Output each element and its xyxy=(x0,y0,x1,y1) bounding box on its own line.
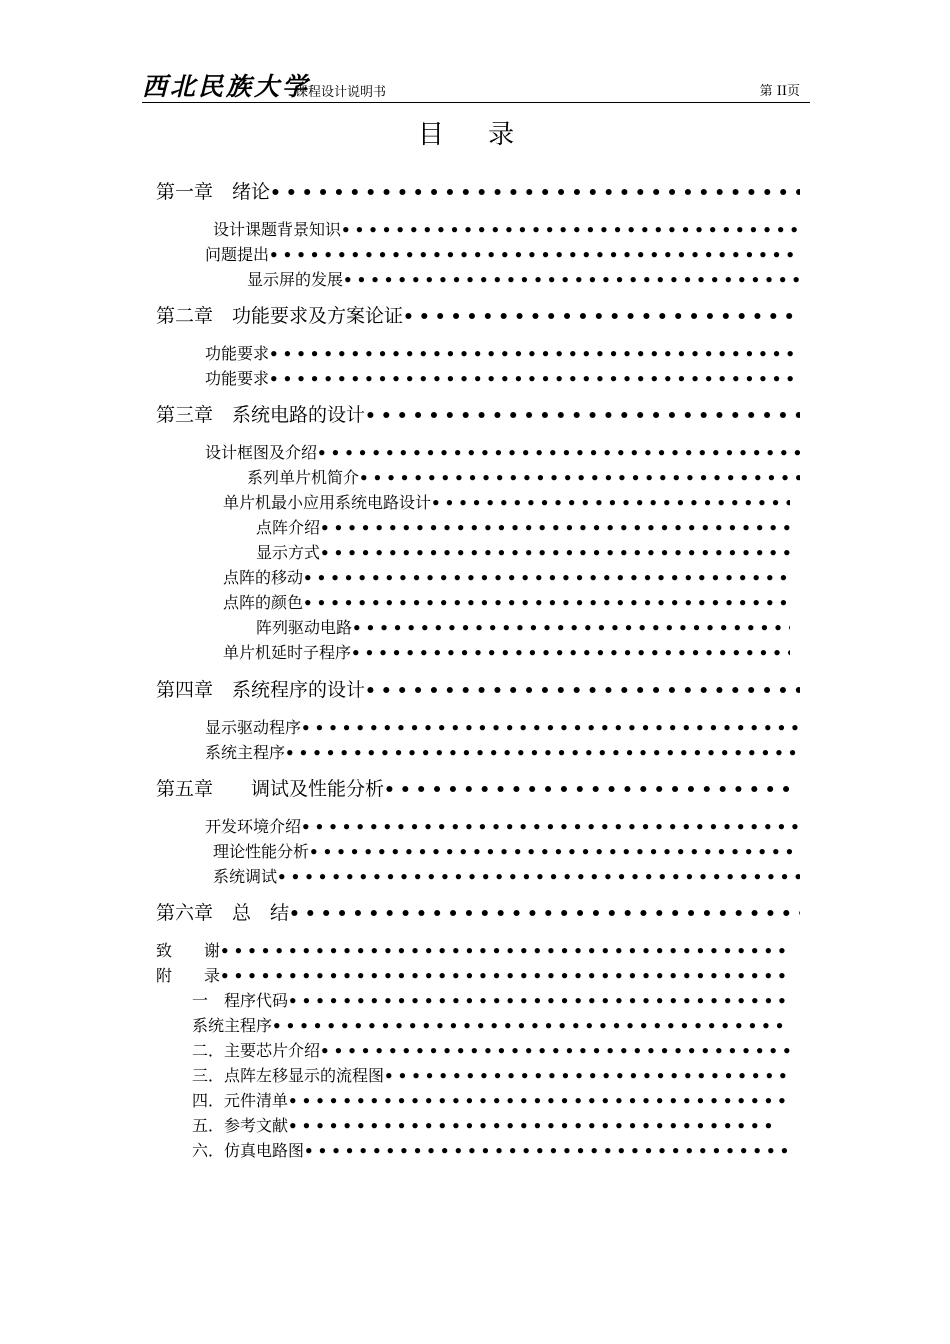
dot-leader xyxy=(403,303,800,330)
page-number: 第 II页 xyxy=(759,84,800,99)
toc-title: 目 录 xyxy=(417,120,533,150)
dot-leader xyxy=(320,541,790,565)
toc-chapter-2[interactable]: 第二章 功能要求及方案论证 ••••• xyxy=(156,302,800,330)
toc-item[interactable]: 功能要求 ••••• xyxy=(205,367,800,391)
toc-item[interactable]: 显示驱动程序 ••••• xyxy=(205,716,800,740)
dot-leader xyxy=(303,591,790,615)
dot-leader xyxy=(269,367,800,391)
toc-item[interactable]: 系统调试 ••••• xyxy=(213,865,800,889)
toc-item-acknowledgement[interactable]: 致 谢 ••••• xyxy=(156,939,790,963)
page-header xyxy=(142,72,810,103)
dot-leader xyxy=(317,441,800,465)
toc-item-appendix[interactable]: 附 录 ••••• xyxy=(156,964,790,988)
toc-item[interactable]: 系列单片机简介 ••••• xyxy=(247,466,800,490)
dot-leader xyxy=(309,840,800,864)
dot-leader xyxy=(269,243,800,267)
dot-leader xyxy=(343,268,800,292)
dot-leader xyxy=(269,342,800,366)
toc-item[interactable]: 显示屏的发展 ••••• xyxy=(247,268,800,292)
dot-leader xyxy=(384,776,790,803)
dot-leader xyxy=(352,616,790,640)
dot-leader xyxy=(320,1039,790,1063)
dot-leader xyxy=(285,741,800,765)
document-subtitle: 课程设计说明书 xyxy=(295,85,387,100)
dot-leader xyxy=(277,865,800,889)
toc-item[interactable]: 三．点阵左移显示的流程图 ••••• xyxy=(192,1064,790,1088)
dot-leader xyxy=(301,716,800,740)
toc-item[interactable]: 点阵的移动 ••••• xyxy=(223,566,790,590)
toc-chapter-3[interactable]: 第三章 系统电路的设计 ••••• xyxy=(156,401,800,429)
toc-item[interactable]: 点阵的颜色 ••••• xyxy=(223,591,790,615)
dot-leader xyxy=(341,218,800,242)
toc-item[interactable]: 显示方式 ••••• xyxy=(256,541,790,565)
toc-item[interactable]: 四．元件清单 ••••• xyxy=(192,1089,790,1113)
toc-item[interactable]: 设计框图及介绍 ••••• xyxy=(205,441,800,465)
dot-leader xyxy=(431,491,790,515)
toc-item[interactable]: 设计课题背景知识 ••••• xyxy=(213,218,800,242)
toc-item[interactable]: 六．仿真电路图 ••••• xyxy=(192,1139,790,1163)
dot-leader xyxy=(270,179,800,206)
dot-leader xyxy=(288,1089,790,1113)
dot-leader xyxy=(303,566,790,590)
toc-item[interactable]: 问题提出 ••••• xyxy=(205,243,800,267)
dot-leader xyxy=(351,641,790,665)
toc-chapter-4[interactable]: 第四章 系统程序的设计 ••••• xyxy=(156,676,800,704)
dot-leader xyxy=(365,402,800,429)
toc-item[interactable]: 阵列驱动电路 ••••• xyxy=(256,616,790,640)
toc-item[interactable]: 开发环境介绍 ••••• xyxy=(205,815,800,839)
dot-leader xyxy=(301,815,800,839)
toc-chapter-5[interactable]: 第五章 调试及性能分析 ••••• xyxy=(156,775,790,803)
toc-item[interactable]: 二．主要芯片介绍 ••••• xyxy=(192,1039,790,1063)
dot-leader xyxy=(220,964,790,988)
dot-leader xyxy=(359,466,800,490)
dot-leader xyxy=(365,677,800,704)
toc-item[interactable]: 单片机延时子程序 ••••• xyxy=(223,641,790,665)
toc-chapter-1[interactable]: 第一章 绪论 ••••• xyxy=(156,178,800,206)
toc-item[interactable]: 一 程序代码 ••••• xyxy=(192,989,790,1013)
toc-item[interactable]: 理论性能分析 ••••• xyxy=(213,840,800,864)
dot-leader xyxy=(384,1064,790,1088)
toc-item[interactable]: 系统主程序 ••••• xyxy=(205,741,800,765)
dot-leader xyxy=(288,989,790,1013)
toc-item[interactable]: 五．参考文献 ••••• xyxy=(192,1114,772,1138)
dot-leader xyxy=(288,1114,772,1138)
dot-leader xyxy=(320,516,790,540)
dot-leader xyxy=(289,900,800,927)
dot-leader xyxy=(220,939,790,963)
toc-item[interactable]: 功能要求 ••••• xyxy=(205,342,800,366)
toc-item[interactable]: 系统主程序 ••••• xyxy=(192,1014,790,1038)
dot-leader xyxy=(304,1139,790,1163)
toc-item[interactable]: 点阵介绍 ••••• xyxy=(256,516,790,540)
toc-chapter-6[interactable]: 第六章 总 结 ••••• xyxy=(156,899,800,927)
dot-leader xyxy=(272,1014,790,1038)
university-logo: 西北民族大学 xyxy=(142,72,311,101)
toc-item[interactable]: 单片机最小应用系统电路设计 ••••• xyxy=(223,491,790,515)
